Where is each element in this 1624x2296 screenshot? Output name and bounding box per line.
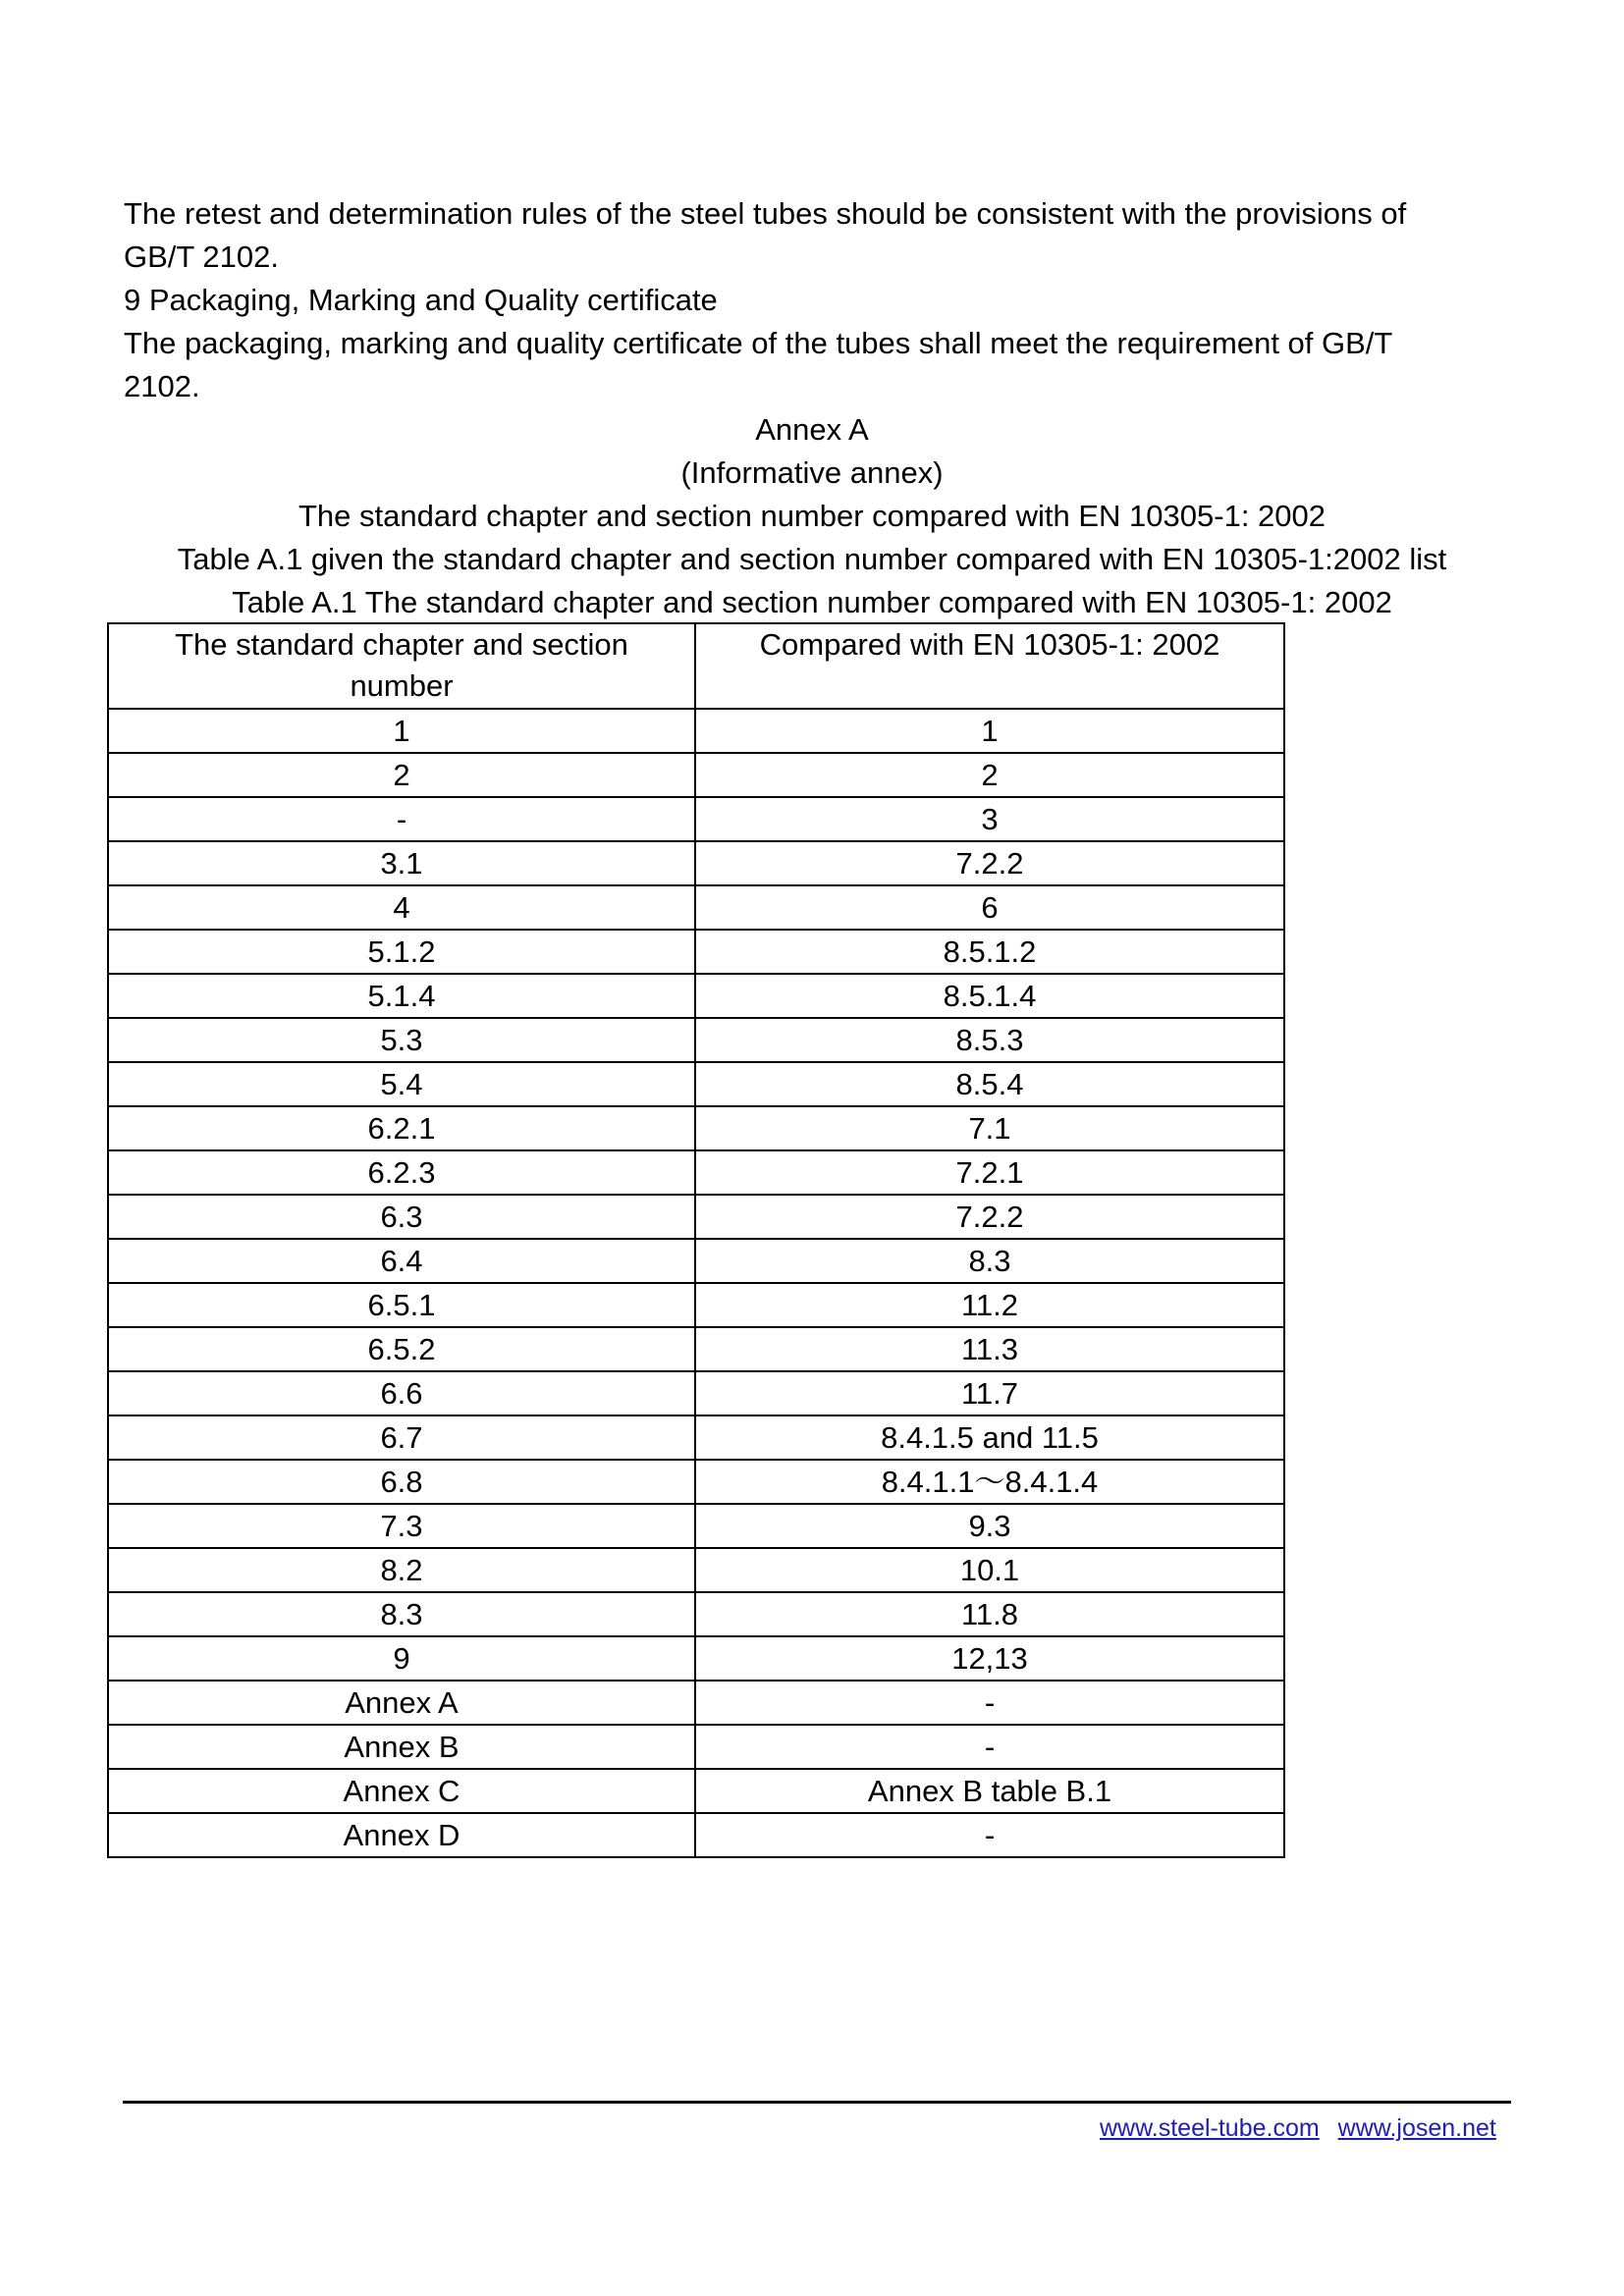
cell-en-10305: Annex B table B.1 [695, 1769, 1284, 1813]
annex-title: Annex A [755, 412, 869, 447]
cell-en-10305: 11.7 [695, 1371, 1284, 1415]
cell-en-10305: 8.5.1.2 [695, 930, 1284, 974]
cell-standard-section: 6.5.2 [108, 1327, 695, 1371]
cell-en-10305: 8.4.1.1～8.4.1.4 [695, 1460, 1284, 1504]
table-row [108, 1681, 1284, 1725]
cell-standard-section: 6.4 [108, 1239, 695, 1283]
retest-paragraph-line-1: The retest and determination rules of the steel tubes should be consistent with the provisions of [124, 196, 1407, 231]
cell-en-10305: 12,13 [695, 1636, 1284, 1681]
annex-intro: Table A.1 given the standard chapter and section number compared with EN 10305-1:2002 list [177, 542, 1447, 576]
cell-en-10305: - [695, 1813, 1284, 1857]
footer-link-steel-tube[interactable]: www.steel-tube.com [1100, 2114, 1320, 2142]
table-row [108, 1062, 1284, 1106]
header-en-10305: Compared with EN 10305-1: 2002 [695, 623, 1284, 709]
table-caption: Table A.1 The standard chapter and section number compared with EN 10305-1: 2002 [232, 585, 1392, 619]
cell-standard-section: 6.6 [108, 1371, 695, 1415]
table-row [108, 1769, 1284, 1813]
cell-en-10305: - [695, 1725, 1284, 1769]
table-row [108, 709, 1284, 753]
table-row [108, 1150, 1284, 1195]
table-row [108, 1327, 1284, 1371]
cell-standard-section: Annex A [108, 1681, 695, 1725]
packaging-paragraph [124, 322, 1518, 408]
table-row [108, 1106, 1284, 1150]
cell-standard-section: 1 [108, 709, 695, 753]
table-row [108, 753, 1284, 797]
header-standard-section: The standard chapter and section number [108, 623, 695, 709]
retest-paragraph-line-2: GB/T 2102. [124, 240, 279, 274]
table-row [108, 974, 1284, 1018]
packaging-paragraph-line-2: 2102. [124, 369, 200, 403]
cell-standard-section: 6.2.1 [108, 1106, 695, 1150]
table-row [108, 1636, 1284, 1681]
table-row [108, 1504, 1284, 1548]
cell-en-10305: 11.8 [695, 1592, 1284, 1636]
cell-en-10305: 8.5.4 [695, 1062, 1284, 1106]
table-row [108, 1460, 1284, 1504]
table-row [108, 930, 1284, 974]
table-body [108, 709, 1284, 1857]
table-row [108, 885, 1284, 930]
table-row [108, 1195, 1284, 1239]
cell-en-10305: 6 [695, 885, 1284, 930]
cell-en-10305: 8.5.1.4 [695, 974, 1284, 1018]
cell-en-10305: 7.2.2 [695, 841, 1284, 885]
cell-standard-section: 5.1.4 [108, 974, 695, 1018]
cell-standard-section: 2 [108, 753, 695, 797]
comparison-table [107, 622, 1285, 1858]
table-row [108, 1592, 1284, 1636]
table-row [108, 1239, 1284, 1283]
cell-standard-section: 6.3 [108, 1195, 695, 1239]
section-9-heading: 9 Packaging, Marking and Quality certificate [124, 283, 718, 317]
cell-standard-section: 4 [108, 885, 695, 930]
cell-en-10305: 11.2 [695, 1283, 1284, 1327]
cell-standard-section: - [108, 797, 695, 841]
cell-en-10305: 9.3 [695, 1504, 1284, 1548]
cell-standard-section: 5.4 [108, 1062, 695, 1106]
packaging-paragraph-line-1: The packaging, marking and quality certificate of the tubes shall meet the requirement of GB/T [124, 326, 1393, 360]
cell-standard-section: 3.1 [108, 841, 695, 885]
cell-en-10305: 8.3 [695, 1239, 1284, 1283]
annex-heading: The standard chapter and section number compared with EN 10305-1: 2002 [298, 499, 1326, 533]
table-header-row [108, 623, 1284, 709]
table-row [108, 1725, 1284, 1769]
cell-en-10305: 7.1 [695, 1106, 1284, 1150]
table-row [108, 1283, 1284, 1327]
cell-standard-section: 6.2.3 [108, 1150, 695, 1195]
table-row [108, 1018, 1284, 1062]
table-row [108, 1813, 1284, 1857]
cell-en-10305: 3 [695, 797, 1284, 841]
cell-standard-section: Annex B [108, 1725, 695, 1769]
table-row [108, 797, 1284, 841]
cell-standard-section: 6.8 [108, 1460, 695, 1504]
footer-divider [123, 2101, 1511, 2104]
footer-links [1100, 2113, 1508, 2143]
cell-standard-section: 6.7 [108, 1415, 695, 1460]
cell-en-10305: 1 [695, 709, 1284, 753]
cell-en-10305: 2 [695, 753, 1284, 797]
cell-en-10305: 7.2.1 [695, 1150, 1284, 1195]
retest-paragraph [124, 192, 1518, 279]
cell-standard-section: 5.3 [108, 1018, 695, 1062]
cell-standard-section: 9 [108, 1636, 695, 1681]
cell-standard-section: Annex D [108, 1813, 695, 1857]
cell-en-10305: 10.1 [695, 1548, 1284, 1592]
cell-en-10305: 8.4.1.5 and 11.5 [695, 1415, 1284, 1460]
cell-en-10305: 7.2.2 [695, 1195, 1284, 1239]
cell-standard-section: Annex C [108, 1769, 695, 1813]
cell-en-10305: 8.5.3 [695, 1018, 1284, 1062]
annex-subtitle: (Informative annex) [680, 455, 944, 490]
table-row [108, 1548, 1284, 1592]
table-row [108, 1415, 1284, 1460]
cell-standard-section: 5.1.2 [108, 930, 695, 974]
cell-en-10305: 11.3 [695, 1327, 1284, 1371]
cell-standard-section: 7.3 [108, 1504, 695, 1548]
table-row [108, 1371, 1284, 1415]
cell-standard-section: 6.5.1 [108, 1283, 695, 1327]
cell-standard-section: 8.3 [108, 1592, 695, 1636]
cell-en-10305: - [695, 1681, 1284, 1725]
footer-link-josen[interactable]: www.josen.net [1337, 2114, 1496, 2142]
cell-standard-section: 8.2 [108, 1548, 695, 1592]
table-row [108, 841, 1284, 885]
